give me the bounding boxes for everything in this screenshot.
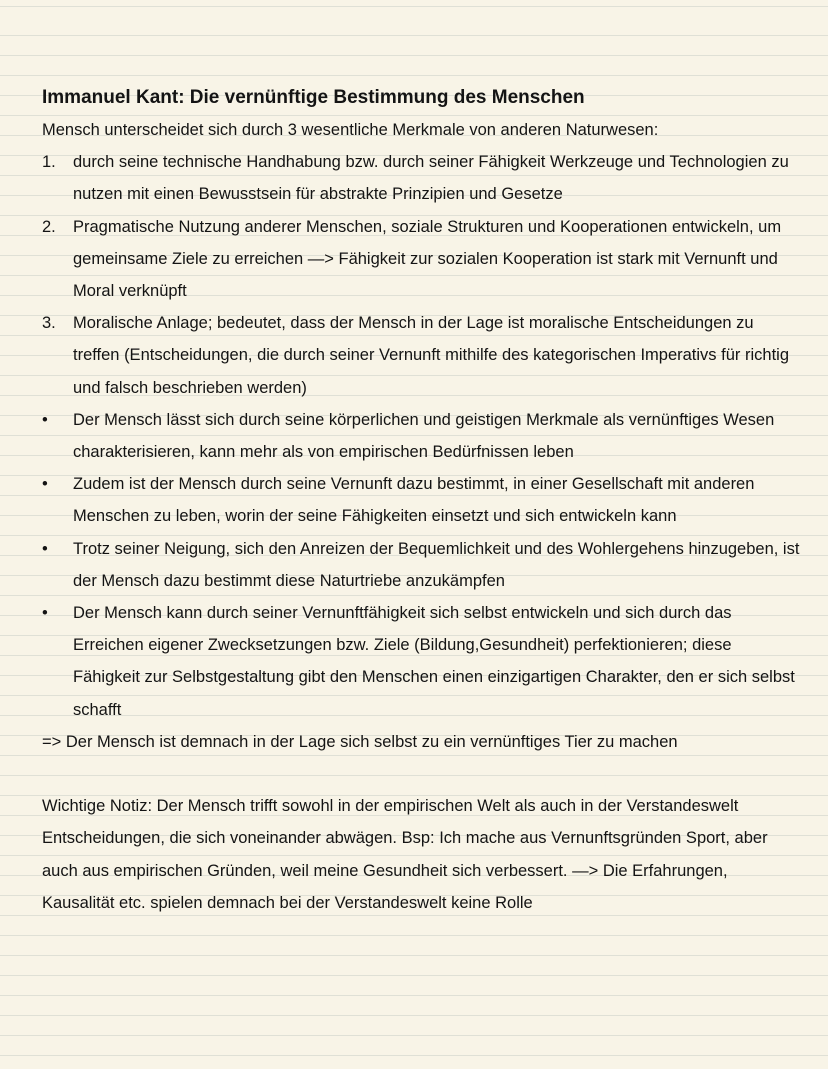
bullet-item-text: Der Mensch kann durch seiner Vernunftfähigkeit sich selbst entwickeln und sich durch das Erreichen eigener Zwecksetzungen bzw. Ziele (Bildung,Gesundheit) perfektionieren; diese Fähigkeit zur Selbstgestaltung gibt den Menschen einen einzigartigen Charakter, den er sich selbst schafft bbox=[73, 604, 795, 719]
bullet-item-text: Trotz seiner Neigung, sich den Anreizen der Bequemlichkeit und des Wohlergehens hinzugeben, ist der Mensch dazu bestimmt diese Naturtriebe anzukämpfen bbox=[73, 539, 800, 590]
bullet-item bbox=[42, 468, 802, 532]
list-item bbox=[42, 211, 802, 308]
list-marker: 3. bbox=[42, 314, 56, 333]
list-item-text: Pragmatische Nutzung anderer Menschen, soziale Strukturen und Kooperationen entwickeln, um gemeinsame Ziele zu erreichen —> Fähigkeit zur sozialen Kooperation ist stark mit Vernunft und Moral verknüpft bbox=[73, 217, 782, 301]
paragraph-gap bbox=[42, 758, 802, 790]
list-item bbox=[42, 307, 802, 404]
document-title: Immanuel Kant: Die vernünftige Bestimmung des Menschen bbox=[42, 87, 585, 108]
note-paragraph: Wichtige Notiz: Der Mensch trifft sowohl in der empirischen Welt als auch in der Verstandeswelt Entscheidungen, die sich voneinander abwägen. Bsp: Ich mache aus Vernunftsgründen Sport, aber auch aus empirischen Gründen, weil meine Gesundheit sich verbessert. —> Die Erfahrungen, Kausalität etc. spielen demnach bei der Verstandeswelt keine Rolle bbox=[42, 797, 768, 912]
list-item-text: durch seine technische Handhabung bzw. durch seiner Fähigkeit Werkzeuge und Technologien zu nutzen mit einen Bewusstsein für abstrakte Prinzipien und Gesetze bbox=[73, 153, 789, 204]
conclusion-text: => Der Mensch ist demnach in der Lage sich selbst zu ein vernünftiges Tier zu machen bbox=[42, 732, 678, 751]
bullet-marker: • bbox=[42, 410, 48, 429]
intro-text: Mensch unterscheidet sich durch 3 wesentliche Merkmale von anderen Naturwesen: bbox=[42, 121, 659, 139]
document-content bbox=[42, 82, 802, 919]
list-item bbox=[42, 146, 802, 210]
list-marker: 2. bbox=[42, 217, 56, 236]
bullet-item-text: Zudem ist der Mensch durch seine Vernunft dazu bestimmt, in einer Gesellschaft mit anderen Menschen zu leben, worin der seine Fähigkeiten einsetzt und sich entwickeln kann bbox=[73, 475, 755, 526]
bullet-item-text: Der Mensch lässt sich durch seine körperlichen und geistigen Merkmale als vernünftiges Wesen charakterisieren, kann mehr als von empirischen Bedürfnissen leben bbox=[73, 410, 775, 462]
bullet-item bbox=[42, 597, 802, 726]
bullet-item bbox=[42, 404, 802, 468]
bullet-marker: • bbox=[42, 475, 48, 494]
list-item-text: Moralische Anlage; bedeutet, dass der Mensch in der Lage ist moralische Entscheidungen zu treffen (Entscheidungen, die durch seiner Vernunft mithilfe des kategorischen Imperativs für richtig und falsch beschrieben werden) bbox=[73, 314, 789, 397]
bullet-marker: • bbox=[42, 604, 48, 623]
bullet-marker: • bbox=[42, 539, 48, 558]
list-marker: 1. bbox=[42, 153, 56, 172]
bullet-item bbox=[42, 533, 802, 597]
